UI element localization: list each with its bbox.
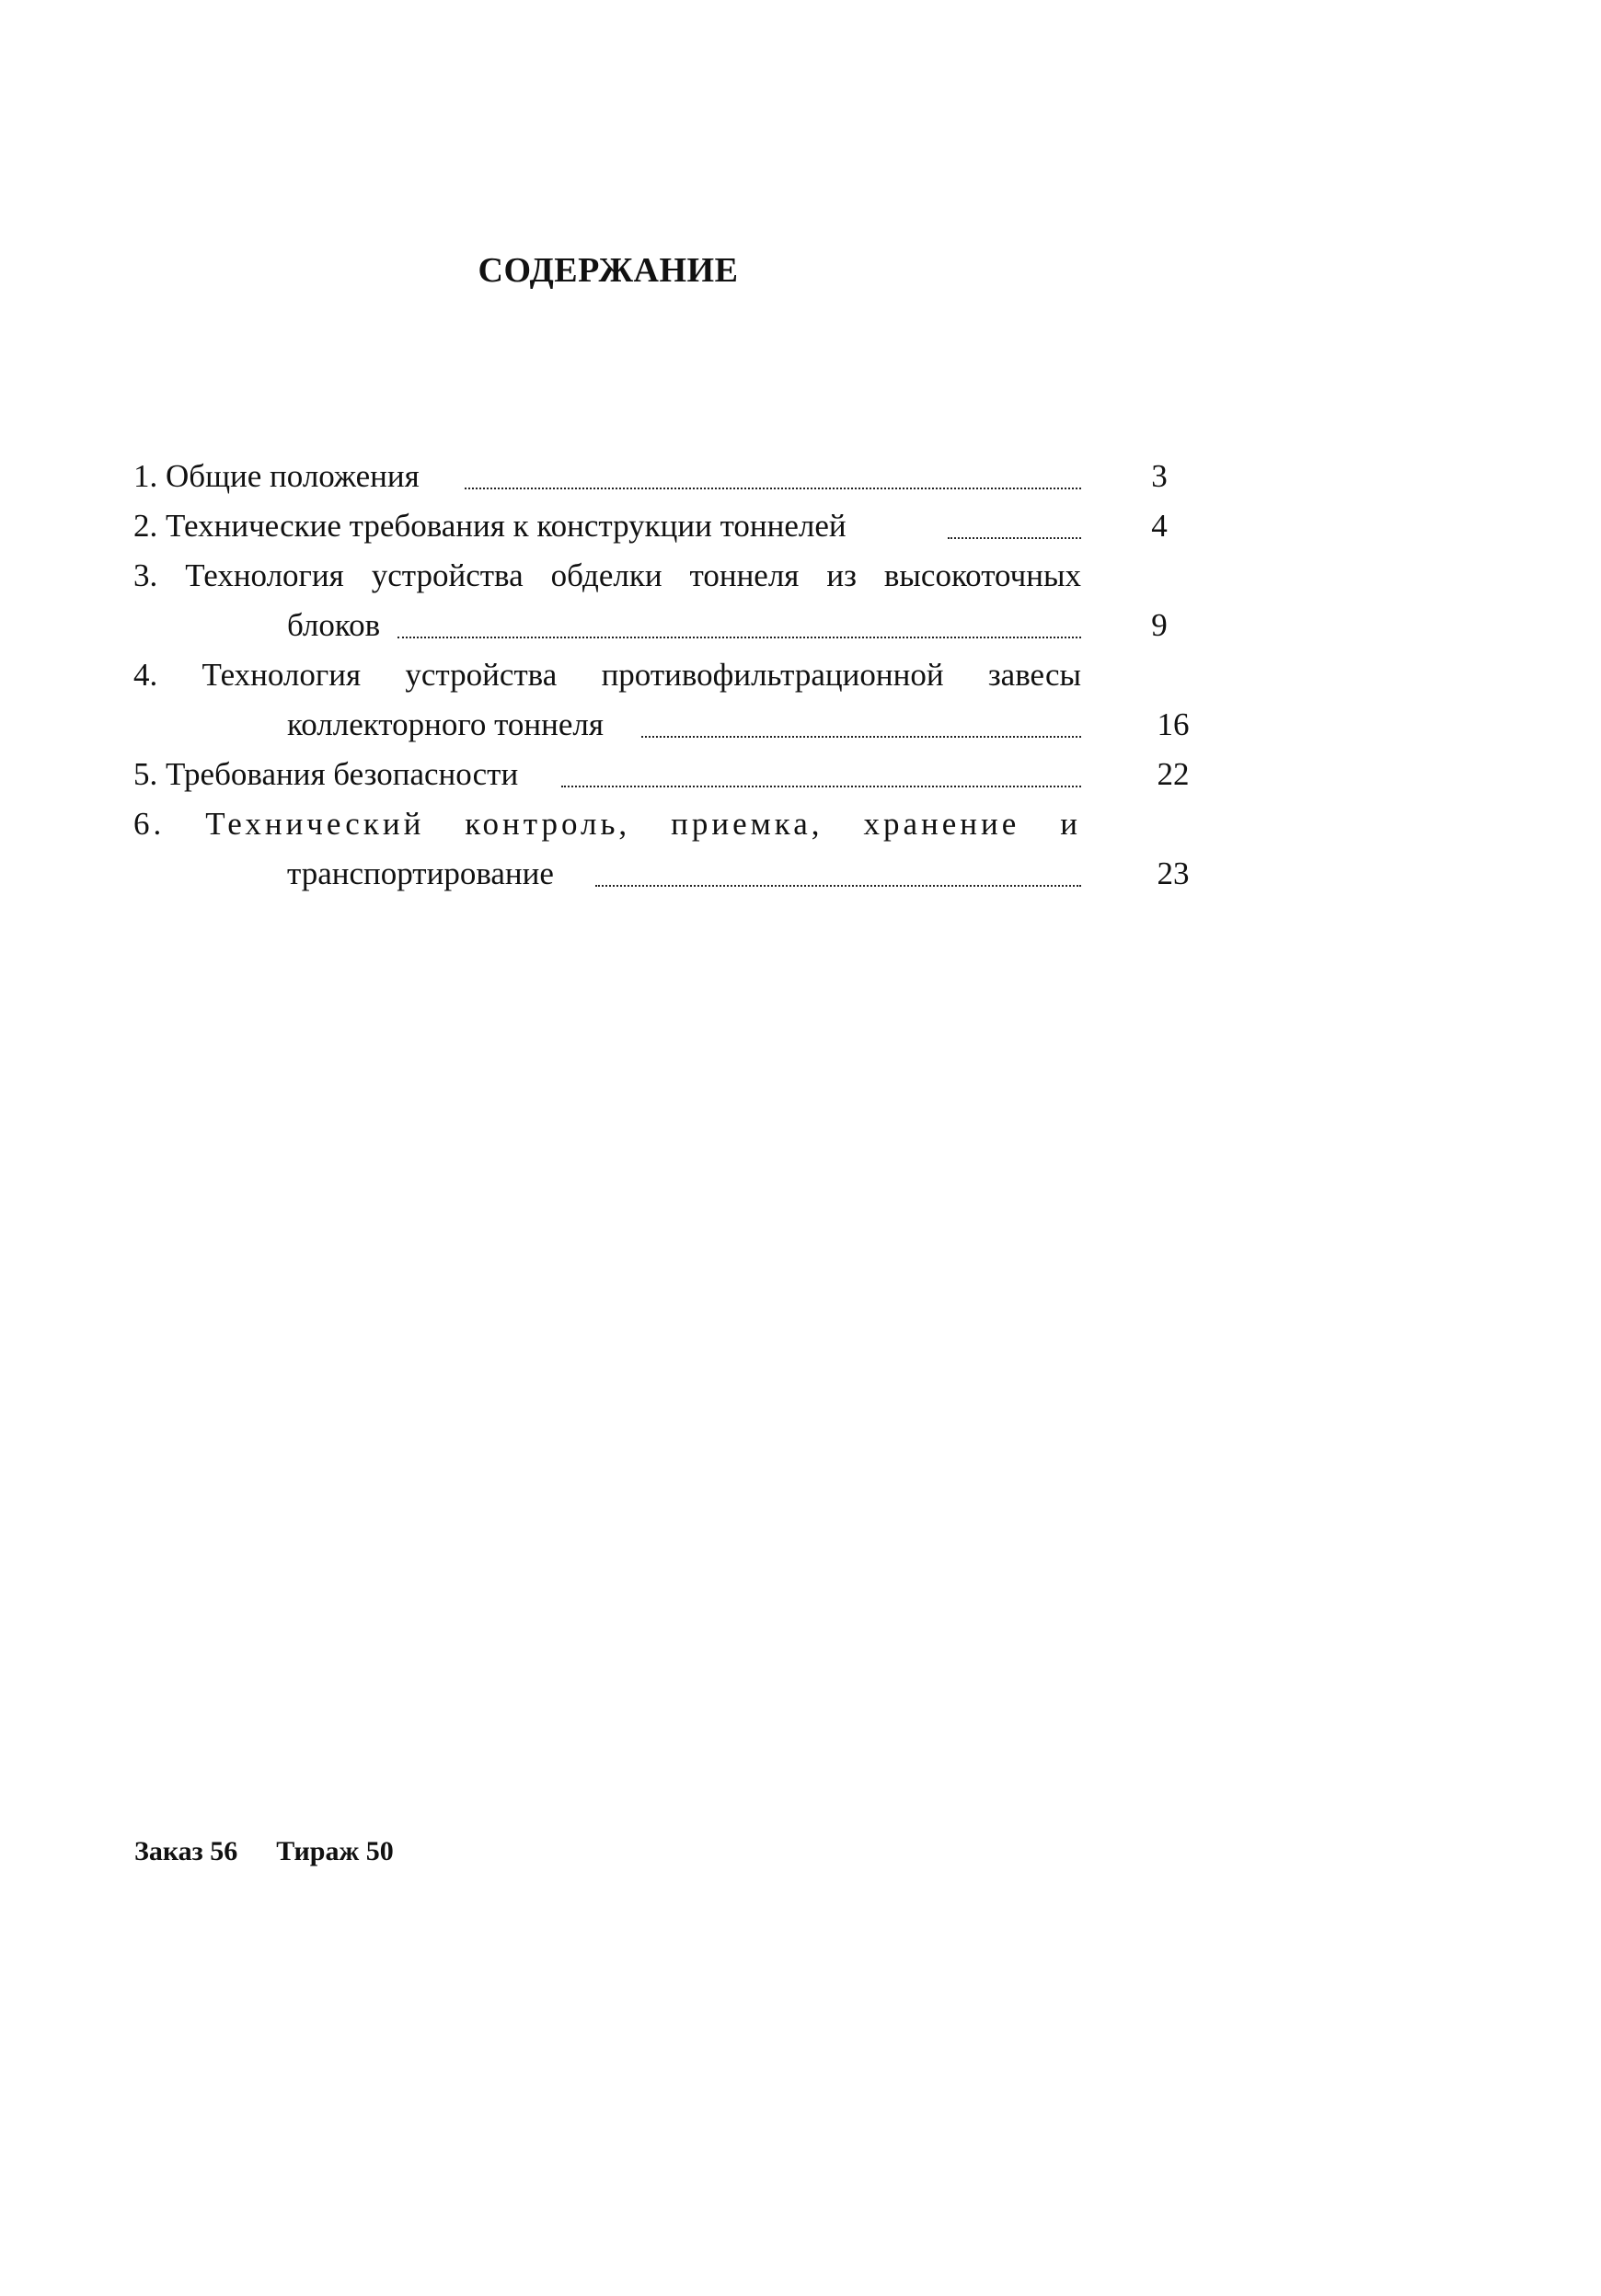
toc-entry-5-leader xyxy=(561,786,1081,787)
toc-entry-4-title-cont: коллекторного тоннеля xyxy=(287,706,604,742)
imprint-line xyxy=(134,1836,432,1867)
toc-entry-6-leader xyxy=(595,885,1081,887)
toc-entry-2 xyxy=(133,502,1081,550)
toc-entry-6-title-cont: транспортирование xyxy=(287,855,554,891)
toc-entry-1-leader xyxy=(465,488,1081,489)
toc-entry-1-title: 1. Общие положения xyxy=(133,458,420,494)
toc-entry-4-cont xyxy=(287,701,1081,749)
toc-entry-3-cont xyxy=(287,602,1081,649)
order-number: Заказ 56 xyxy=(134,1836,238,1866)
toc-entry-4: 4. Технология устройства противофильтрационной завесы xyxy=(133,657,1081,693)
toc-entry-6: 6. Технический контроль, приемка, хранение и xyxy=(133,806,1081,842)
toc-entry-5-page: 22 xyxy=(1157,756,1190,792)
toc-entry-6-page: 23 xyxy=(1157,855,1190,891)
page-title: СОДЕРЖАНИЕ xyxy=(478,251,739,290)
toc-entry-1 xyxy=(133,453,1081,500)
toc-entry-2-leader xyxy=(948,537,1081,539)
toc-entry-4-page: 16 xyxy=(1157,706,1190,742)
toc-entry-5 xyxy=(133,751,1081,798)
toc-entry-4-leader xyxy=(641,736,1081,738)
toc-entry-3: 3. Технология устройства обделки тоннеля из высокоточных xyxy=(133,557,1081,593)
toc-entry-3-page: 9 xyxy=(1151,607,1168,643)
circulation: Тираж 50 xyxy=(276,1836,394,1866)
toc-entry-5-title: 5. Требования безопасности xyxy=(133,756,519,792)
toc-entry-1-page: 3 xyxy=(1151,458,1168,494)
toc-entry-6-cont xyxy=(287,850,1081,898)
table-of-contents xyxy=(0,0,1601,920)
toc-entry-3-title-cont: блоков xyxy=(287,607,381,643)
toc-entry-2-title: 2. Технические требования к конструкции тоннелей xyxy=(133,508,847,544)
toc-entry-3-leader xyxy=(397,637,1081,638)
toc-entry-2-page: 4 xyxy=(1151,508,1168,544)
